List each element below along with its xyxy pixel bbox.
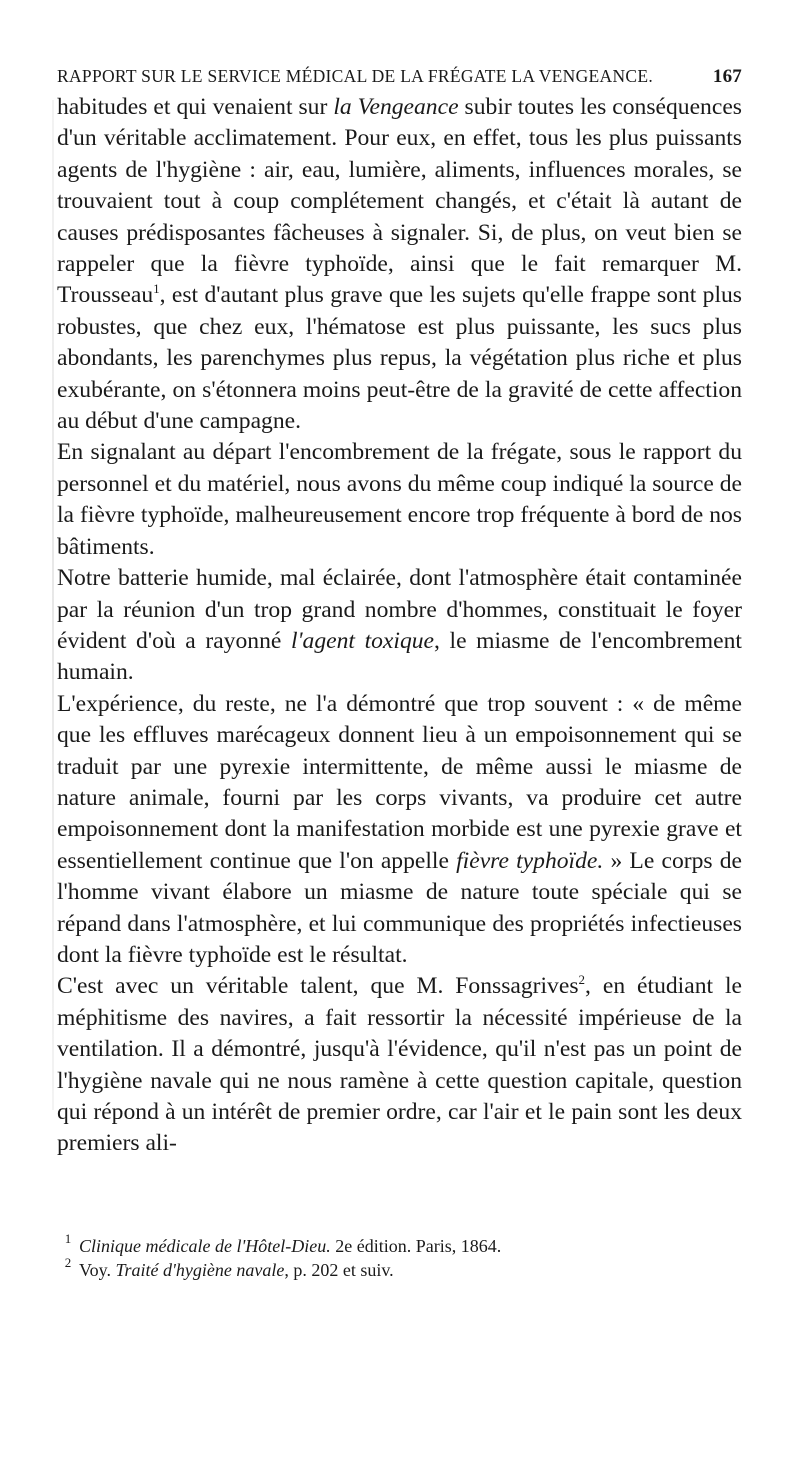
italic-run: la Vengeance [333, 94, 459, 120]
text-run: habitudes et qui venaient sur [57, 94, 334, 120]
footnote-ref-2: 2 [578, 972, 586, 988]
running-header [57, 66, 742, 90]
paragraph-2: En signalant au départ l'encombrement de la frégate, sous le rapport du personnel et du matériel, nous avons du même coup indiqué la source de la fièvre typhoïde, malheureusement encore trop fréquente à bord de nos bâtiments. [57, 439, 742, 560]
text-run: C'est avec un véritable talent, que M. Fonssagrives [57, 973, 579, 1000]
footnote-ref-1: 1 [153, 281, 160, 297]
page-edge-shadow [52, 100, 54, 1110]
paragraph-5 [57, 971, 742, 1159]
footnote-italic: Traité d'hygiène navale [115, 1259, 285, 1280]
footnote-text: , p. 202 et suiv. [284, 1259, 394, 1280]
paragraph-3 [57, 563, 742, 689]
footnote-text: 2e édition. Paris, 1864. [330, 1235, 502, 1256]
italic-run: l'agent toxique [290, 627, 435, 654]
text-run: subir toutes les conséquences d'un véritable acclimatement. Pour eux, en effet, tous les plus puissants agents de l'hygiène : air, eau, lumière, aliments, influences morales, se trouvaient tout à coup complétement changés, et c'était là autant de causes prédisposantes fâcheuses à signaler. Si, de plus, on veut bien se rappeler que la fièvre typhoïde, ainsi que le fait remarquer M. Trousseau [57, 94, 742, 309]
body-text [57, 92, 742, 1160]
paragraph-4 [57, 689, 742, 972]
text-run: » Le corps de l'homme vivant élabore un miasme de nature toute spéciale qui se répand dans l'atmosphère, et lui communique des propriétés infectieuses dont la fièvre typhoïde est le résultat. [57, 847, 743, 968]
italic-run: fièvre typhoïde. [456, 847, 604, 874]
paragraph-1 [57, 92, 742, 437]
footnote-1: $^1$ Clinique médicale de l'Hôtel-Dieu. 2e édition. Paris, 1864. [64, 1230, 502, 1256]
text-run: , en étudiant le méphitisme des navires, a fait ressortir la nécessité impérieuse de la ventilation. Il a démontré, jusqu'à l'évidence, qu'il n'est pas un point de l'hygiène navale qui ne nous ramène à cette question capitale, question qui répond à un intérêt de premier ordre, car l'air et le pain sont les deux premiers ali- [57, 973, 742, 1157]
footnote-prefix: Voy. [79, 1259, 116, 1280]
text-run: , est d'autant plus grave que les sujets qu'elle frappe sont plus robustes, que chez eux, l'hématose est plus puissante, les sucs plus abondants, les parenchymes plus repus, la végétation plus riche et plus exubérante, on s'étonnera moins peut-être de la gravité de cette affection au début d'une campagne. [57, 282, 742, 435]
text-run: Notre batterie humide, mal éclairée, dont l'atmosphère était contaminée par la réunion d'un trop grand nombre d'hommes, constituait le foyer évident d'où a rayonné [57, 565, 742, 654]
text-run: , le miasme de l'encombrement humain. [57, 627, 742, 686]
page-number: 167 [712, 66, 742, 87]
footnote-italic: Clinique médicale de l'Hôtel-Dieu. [79, 1235, 331, 1256]
footnote-2: $^2$ Voy. Traité d'hygiène navale, p. 202 et suiv. [64, 1254, 394, 1280]
running-title: RAPPORT SUR LE SERVICE MÉDICAL DE LA FRÉGATE LA VENGEANCE. [57, 66, 654, 86]
text-run: L'expérience, du reste, ne l'a démontré que trop souvent : « de même que les effluves marécageux donnent lieu à un empoisonnement qui se traduit par une pyrexie intermittente, de même aussi le miasme de nature animale, fourni par les corps vivants, va produire cet autre empoisonnement dont la manifestation morbide est une pyrexie grave et essentiellement continue que l'on appelle [57, 690, 742, 874]
footnotes [57, 1230, 742, 1282]
